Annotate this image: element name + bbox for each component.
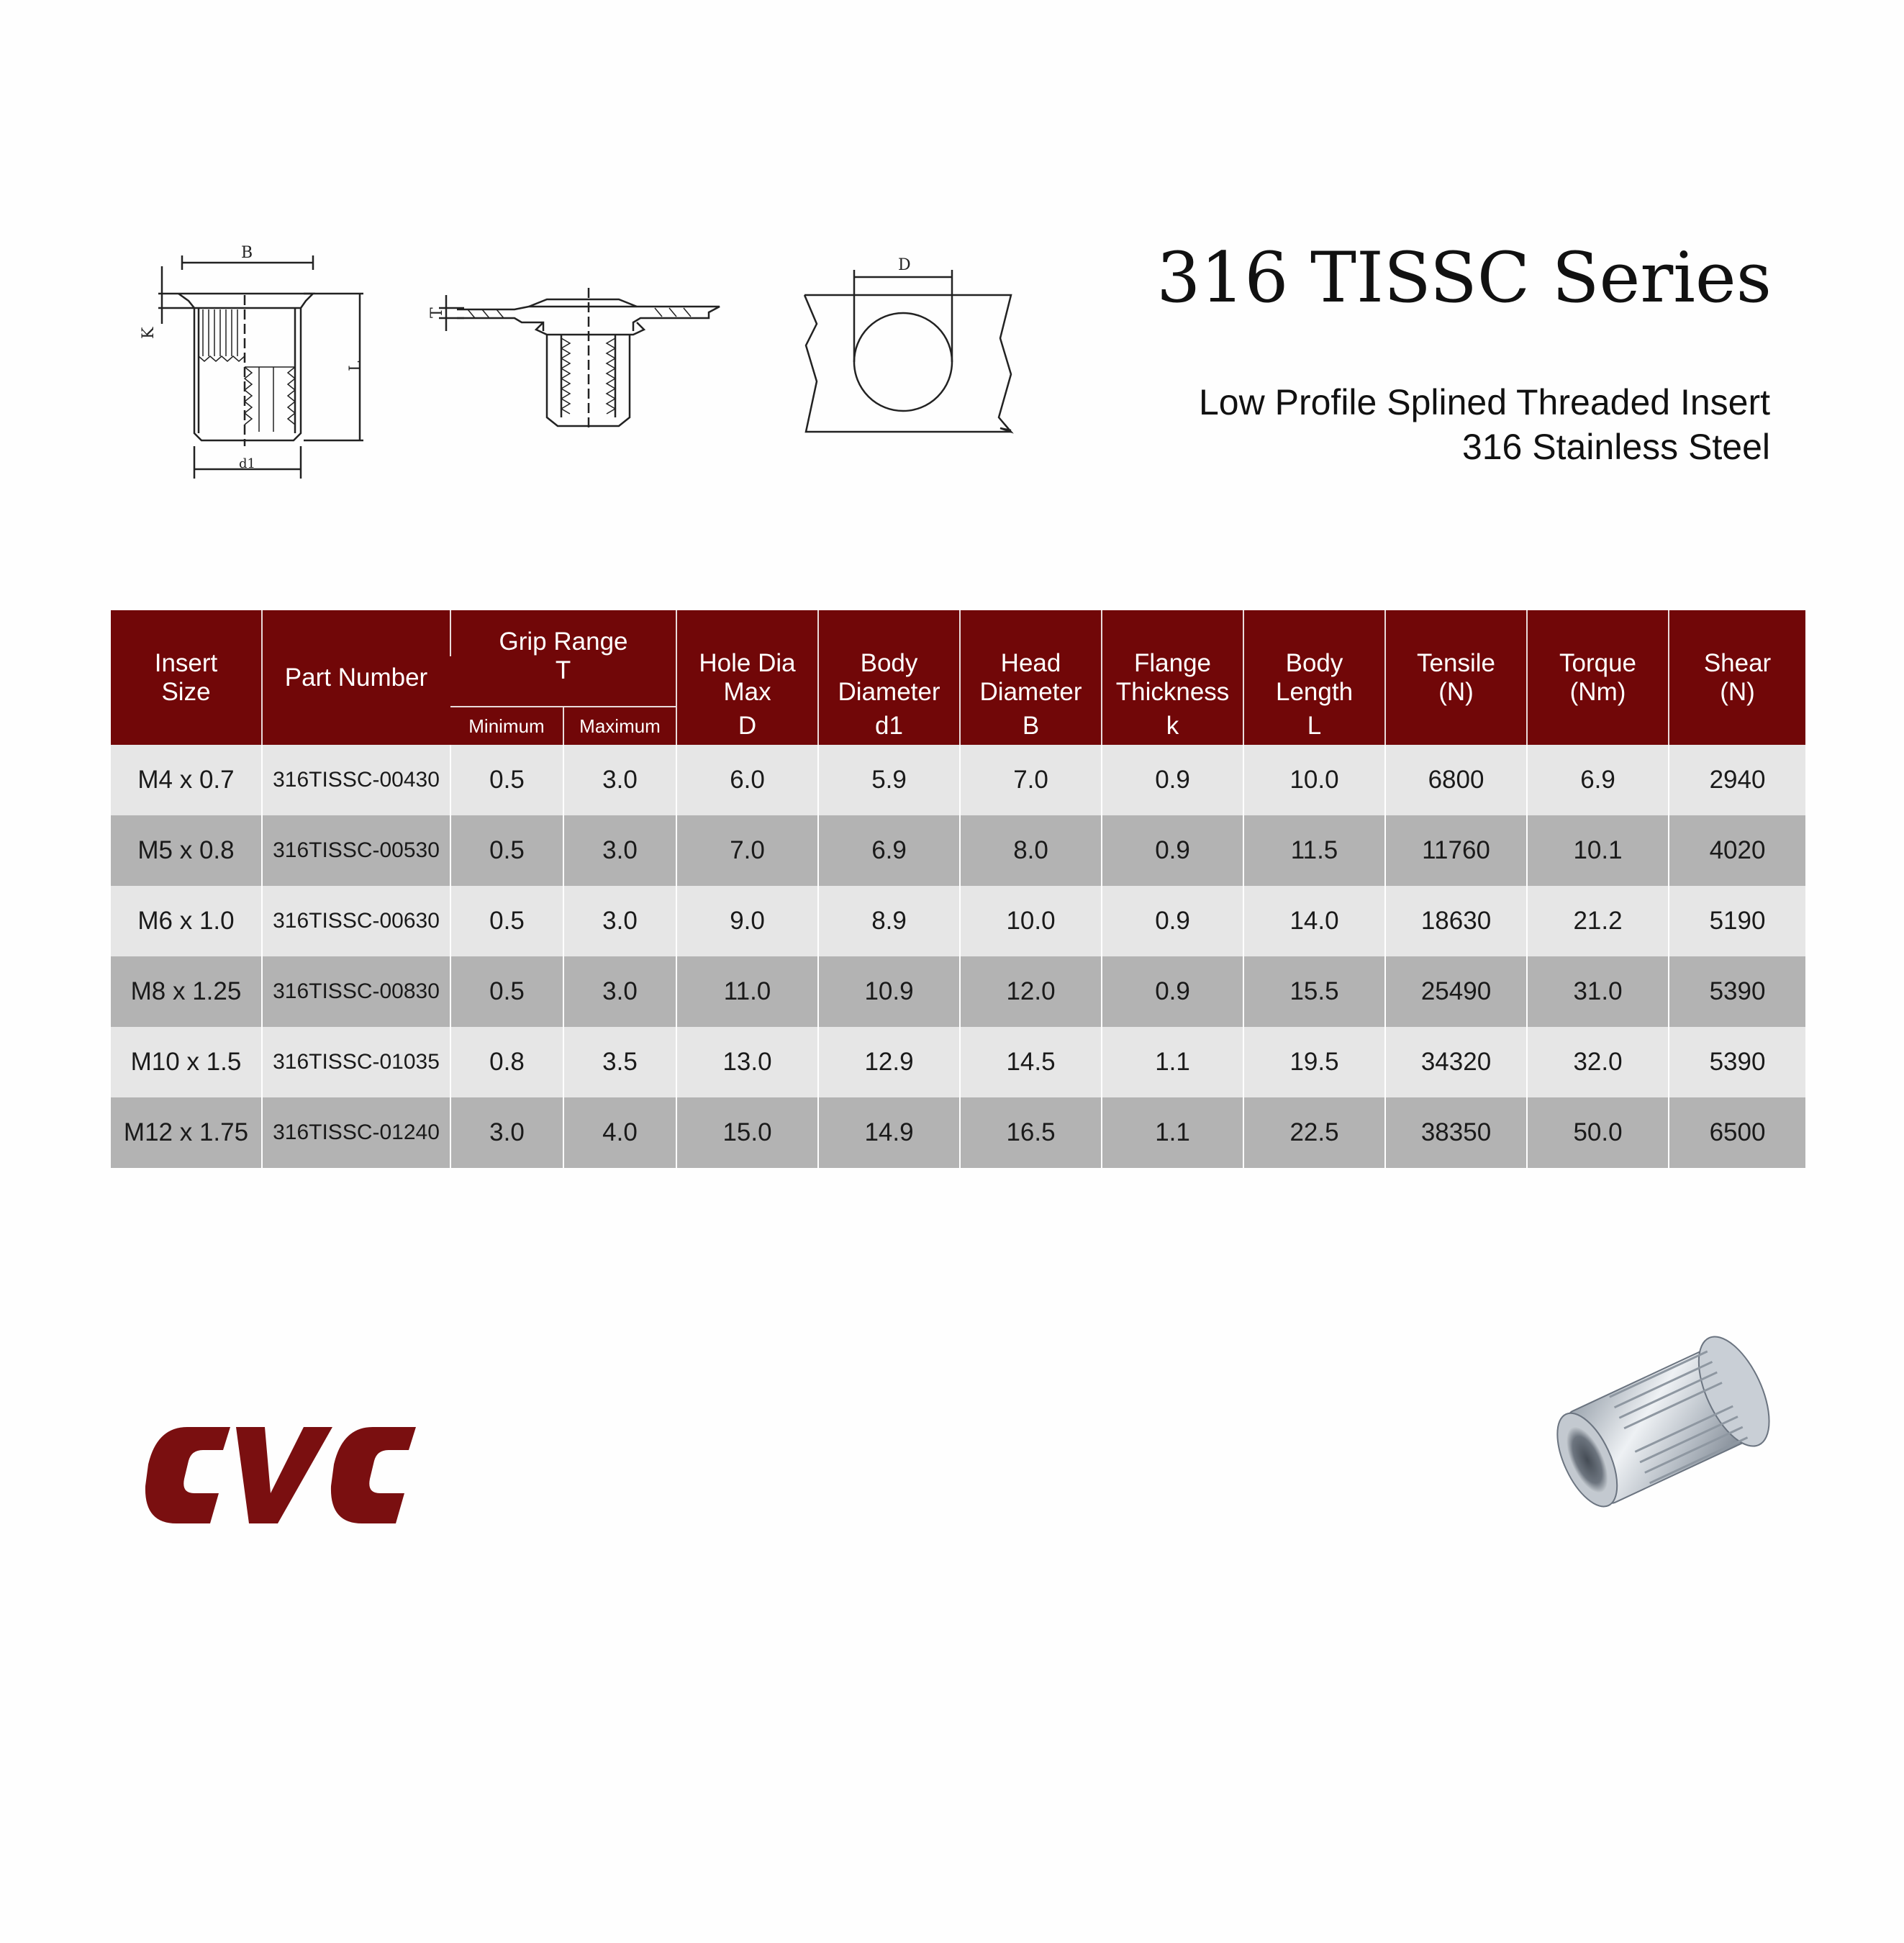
cell-body-diameter: 12.9 <box>818 1027 960 1097</box>
cell-hole-dia: 6.0 <box>676 745 818 815</box>
table-row <box>111 1027 1805 1097</box>
table-row <box>111 815 1805 886</box>
cell-body-length: 19.5 <box>1243 1027 1385 1097</box>
cell-grip-min: 0.8 <box>450 1027 563 1097</box>
cell-head-diameter: 12.0 <box>960 956 1102 1027</box>
header-head-symbol: B <box>960 707 1102 745</box>
subtitle-line-2: 316 Stainless Steel <box>1461 427 1770 467</box>
cell-body-length: 11.5 <box>1243 815 1385 886</box>
cell-body-diameter: 10.9 <box>818 956 960 1027</box>
cell-hole-dia: 9.0 <box>676 886 818 956</box>
cell-part-number: 316TISSC-01240 <box>262 1097 450 1168</box>
table-row <box>111 745 1805 815</box>
cell-shear: 4020 <box>1669 815 1805 886</box>
label-b: B <box>241 244 253 262</box>
cell-tensile: 6800 <box>1385 745 1527 815</box>
cell-grip-min: 0.5 <box>450 745 563 815</box>
cell-body-diameter: 8.9 <box>818 886 960 956</box>
cell-shear: 6500 <box>1669 1097 1805 1168</box>
header-maximum: Maximum <box>563 707 676 745</box>
header-hole-symbol: D <box>676 707 818 745</box>
cell-tensile: 25490 <box>1385 956 1527 1027</box>
cell-head-diameter: 10.0 <box>960 886 1102 956</box>
installed-insert-drawing <box>439 288 720 432</box>
header-body-length: Body Length <box>1243 610 1385 707</box>
header-tensile <box>1385 610 1527 745</box>
header-shear-label: Shear <box>1703 648 1772 677</box>
header-flange-thickness: Flange Thickness <box>1102 610 1243 707</box>
label-d: D <box>898 256 911 274</box>
page-title: 316 TISSC Series <box>1156 237 1772 318</box>
cell-insert-size: M6 x 1.0 <box>111 886 262 956</box>
cell-shear: 5190 <box>1669 886 1805 956</box>
cell-head-diameter: 14.5 <box>960 1027 1102 1097</box>
label-k: K <box>140 327 158 339</box>
cell-part-number: 316TISSC-00530 <box>262 815 450 886</box>
cell-insert-size: M10 x 1.5 <box>111 1027 262 1097</box>
cell-body-length: 10.0 <box>1243 745 1385 815</box>
header-grip-symbol: T <box>450 656 676 707</box>
cell-grip-max: 3.0 <box>563 886 676 956</box>
table-row <box>111 956 1805 1027</box>
cell-flange-thickness: 0.9 <box>1102 815 1243 886</box>
cell-tensile: 34320 <box>1385 1027 1527 1097</box>
cell-grip-min: 0.5 <box>450 886 563 956</box>
header-part-number: Part Number <box>262 610 450 745</box>
table-row <box>111 886 1805 956</box>
label-t: T <box>428 307 446 318</box>
header-torque-label: Torque <box>1559 648 1637 677</box>
cell-torque: 21.2 <box>1527 886 1669 956</box>
cell-body-length: 14.0 <box>1243 886 1385 956</box>
cell-grip-min: 0.5 <box>450 815 563 886</box>
cell-insert-size: M8 x 1.25 <box>111 956 262 1027</box>
label-d1: d1 <box>239 456 255 471</box>
cell-grip-min: 3.0 <box>450 1097 563 1168</box>
header-head-diameter: Head Diameter <box>960 610 1102 707</box>
cell-torque: 50.0 <box>1527 1097 1669 1168</box>
cell-grip-min: 0.5 <box>450 956 563 1027</box>
cell-grip-max: 3.0 <box>563 956 676 1027</box>
header-tensile-unit: (N) <box>1438 677 1474 706</box>
table-row <box>111 1097 1805 1168</box>
header-insert-size: Insert Size <box>111 610 262 745</box>
cell-torque: 6.9 <box>1527 745 1669 815</box>
cell-shear: 5390 <box>1669 1027 1805 1097</box>
header-torque-unit: (Nm) <box>1569 677 1626 706</box>
cell-tensile: 11760 <box>1385 815 1527 886</box>
cell-insert-size: M5 x 0.8 <box>111 815 262 886</box>
cell-part-number: 316TISSC-01035 <box>262 1027 450 1097</box>
cell-part-number: 316TISSC-00830 <box>262 956 450 1027</box>
cell-part-number: 316TISSC-00430 <box>262 745 450 815</box>
cell-grip-max: 3.5 <box>563 1027 676 1097</box>
cell-hole-dia: 13.0 <box>676 1027 818 1097</box>
cell-grip-max: 3.0 <box>563 745 676 815</box>
cell-body-diameter: 5.9 <box>818 745 960 815</box>
cell-flange-thickness: 0.9 <box>1102 886 1243 956</box>
header-length-symbol: L <box>1243 707 1385 745</box>
cell-head-diameter: 7.0 <box>960 745 1102 815</box>
subtitle-line-1: Low Profile Splined Threaded Insert <box>1199 382 1770 422</box>
cell-head-diameter: 8.0 <box>960 815 1102 886</box>
cell-torque: 10.1 <box>1527 815 1669 886</box>
cell-body-length: 22.5 <box>1243 1097 1385 1168</box>
cell-grip-max: 4.0 <box>563 1097 676 1168</box>
header-shear <box>1669 610 1805 745</box>
cell-flange-thickness: 0.9 <box>1102 956 1243 1027</box>
header-grip-range: Grip Range <box>450 610 676 656</box>
cell-tensile: 18630 <box>1385 886 1527 956</box>
cell-grip-max: 3.0 <box>563 815 676 886</box>
hole-profile-drawing <box>804 270 1011 432</box>
header-tensile-label: Tensile <box>1417 648 1495 677</box>
rivet-nut-image <box>1526 1331 1799 1518</box>
cell-hole-dia: 15.0 <box>676 1097 818 1168</box>
cell-hole-dia: 7.0 <box>676 815 818 886</box>
header-body-diameter: Body Diameter <box>818 610 960 707</box>
cell-shear: 5390 <box>1669 956 1805 1027</box>
cell-hole-dia: 11.0 <box>676 956 818 1027</box>
cell-body-diameter: 14.9 <box>818 1097 960 1168</box>
cell-insert-size: M4 x 0.7 <box>111 745 262 815</box>
label-l: L <box>347 361 365 371</box>
header-shear-unit: (N) <box>1720 677 1755 706</box>
insert-section-drawing <box>158 255 363 479</box>
cell-flange-thickness: 0.9 <box>1102 745 1243 815</box>
cell-head-diameter: 16.5 <box>960 1097 1102 1168</box>
header-flange-symbol: k <box>1102 707 1243 745</box>
cell-body-length: 15.5 <box>1243 956 1385 1027</box>
cvc-logo <box>144 1421 417 1529</box>
cell-part-number: 316TISSC-00630 <box>262 886 450 956</box>
cell-flange-thickness: 1.1 <box>1102 1027 1243 1097</box>
cell-insert-size: M12 x 1.75 <box>111 1097 262 1168</box>
subtitle <box>1199 380 1770 469</box>
cell-torque: 31.0 <box>1527 956 1669 1027</box>
cell-torque: 32.0 <box>1527 1027 1669 1097</box>
cell-tensile: 38350 <box>1385 1097 1527 1168</box>
header-torque <box>1527 610 1669 745</box>
header-minimum: Minimum <box>450 707 563 745</box>
specification-table <box>111 610 1805 1168</box>
cell-body-diameter: 6.9 <box>818 815 960 886</box>
cell-shear: 2940 <box>1669 745 1805 815</box>
technical-drawings <box>130 237 1036 482</box>
cell-flange-thickness: 1.1 <box>1102 1097 1243 1168</box>
header-body-symbol: d1 <box>818 707 960 745</box>
header-hole-dia: Hole Dia Max <box>676 610 818 707</box>
